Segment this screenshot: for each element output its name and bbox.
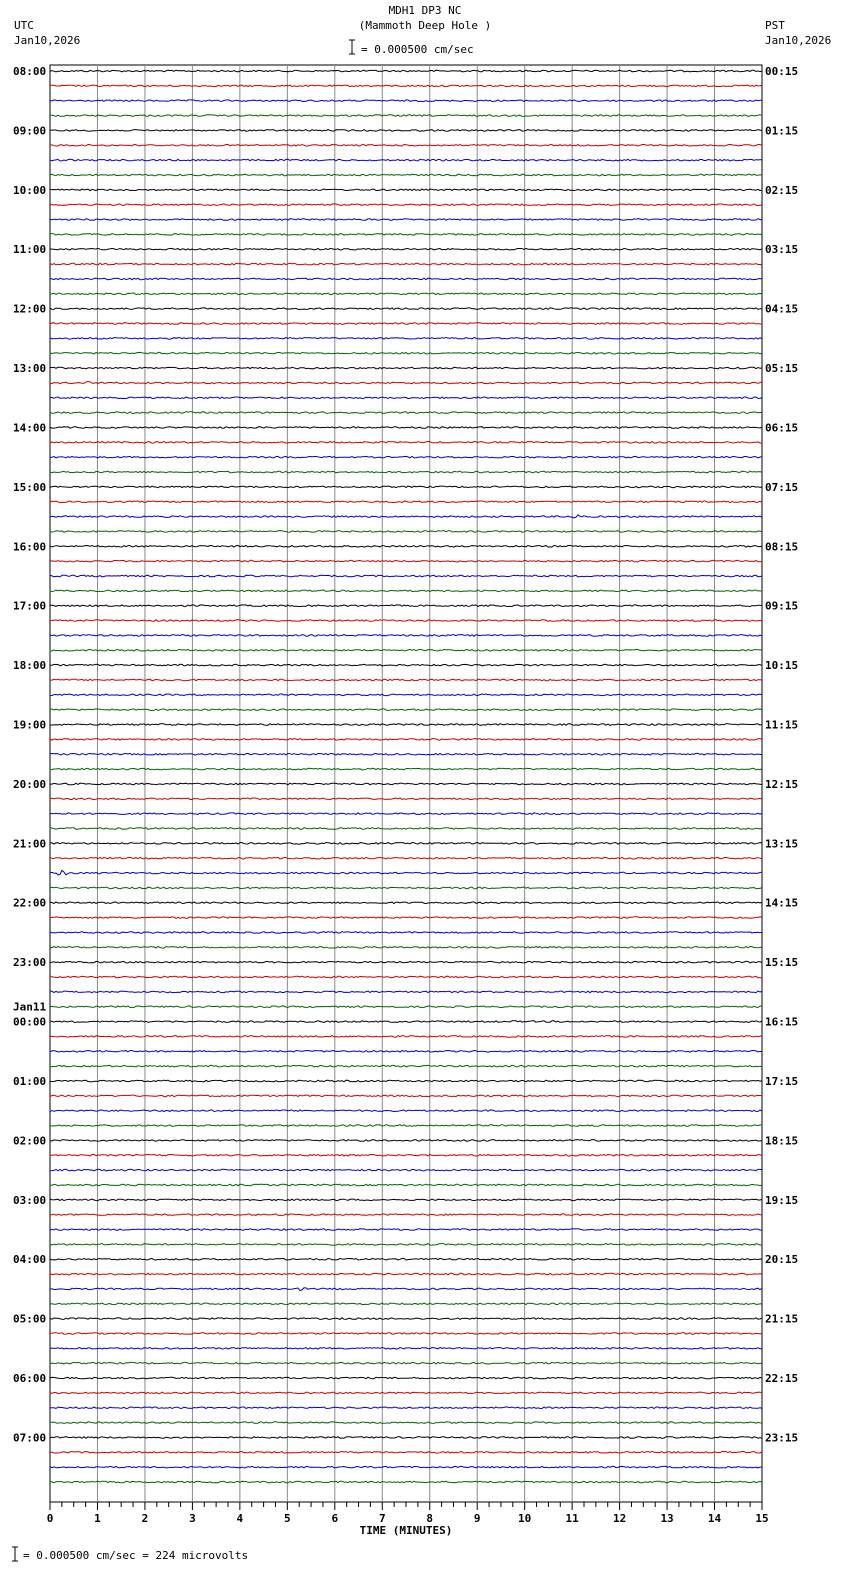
pst-hour-label: 22:15: [765, 1372, 799, 1386]
pst-hour-label: 13:15: [765, 837, 799, 851]
x-tick-label: 0: [46, 1512, 54, 1525]
trace-line-85: [50, 1333, 762, 1335]
trace-line-22: [50, 397, 762, 399]
pst-hour-label: 06:15: [765, 421, 799, 435]
pst-hour-label: 04:15: [765, 302, 799, 316]
trace-line-24: [50, 427, 762, 429]
trace-line-28: [50, 486, 762, 488]
trace-line-5: [50, 145, 762, 147]
trace-line-79: [50, 1244, 762, 1246]
pst-hour-label: 11:15: [765, 718, 799, 732]
pst-hour-label: 05:15: [765, 362, 799, 376]
utc-hour-label: 21:00: [13, 837, 47, 851]
trace-line-7: [50, 174, 762, 176]
trace-line-16: [50, 308, 762, 310]
trace-line-26: [50, 456, 762, 458]
pst-hour-label: 01:15: [765, 124, 799, 138]
trace-line-74: [50, 1169, 762, 1171]
utc-hour-label: 12:00: [13, 302, 47, 316]
pst-hour-label: 14:15: [765, 896, 799, 910]
trace-line-10: [50, 219, 762, 221]
trace-line-67: [50, 1065, 762, 1067]
utc-hour-label: 08:00: [13, 65, 47, 78]
x-tick-label: 9: [473, 1512, 481, 1525]
utc-hour-label: 03:00: [13, 1193, 47, 1207]
pst-hour-label: 21:15: [765, 1312, 799, 1326]
trace-line-58: [50, 932, 762, 934]
trace-line-62: [50, 991, 762, 993]
utc-hour-label: 05:00: [13, 1312, 47, 1326]
trace-line-34: [50, 575, 762, 577]
x-tick-label: 4: [236, 1512, 244, 1525]
trace-line-17: [50, 323, 762, 325]
trace-line-8: [50, 189, 762, 191]
trace-line-42: [50, 694, 762, 696]
trace-line-29: [50, 501, 762, 503]
pst-hour-label: 10:15: [765, 659, 799, 673]
trace-line-51: [50, 828, 762, 830]
left-timezone: UTC: [14, 19, 34, 32]
trace-line-31: [50, 531, 762, 533]
x-tick-label: 14: [707, 1512, 722, 1525]
utc-hour-label: 23:00: [13, 956, 47, 970]
utc-hour-label: 14:00: [13, 421, 47, 435]
trace-line-0: [50, 70, 762, 72]
trace-line-91: [50, 1422, 762, 1424]
trace-line-54: [50, 870, 762, 875]
footer-scale-text: = 0.000500 cm/sec = 224 microvolts: [23, 1549, 249, 1562]
trace-line-25: [50, 442, 762, 444]
trace-line-12: [50, 248, 762, 250]
trace-line-20: [50, 367, 762, 369]
utc-hour-label: 04:00: [13, 1253, 47, 1267]
pst-hour-label: 03:15: [765, 243, 799, 257]
trace-line-89: [50, 1392, 762, 1394]
x-tick-label: 11: [565, 1512, 579, 1525]
x-tick-label: 3: [189, 1512, 196, 1525]
trace-line-33: [50, 560, 762, 562]
pst-hour-label: 18:15: [765, 1134, 799, 1148]
trace-line-50: [50, 813, 762, 815]
utc-hour-label: 01:00: [13, 1074, 47, 1088]
trace-line-1: [50, 85, 762, 87]
trace-line-37: [50, 620, 762, 622]
trace-line-60: [50, 961, 762, 963]
utc-hour-label: 09:00: [13, 124, 47, 138]
trace-line-47: [50, 768, 762, 770]
x-tick-label: 12: [612, 1512, 627, 1525]
trace-line-94: [50, 1466, 762, 1468]
trace-line-45: [50, 739, 762, 741]
trace-line-35: [50, 590, 762, 592]
trace-line-46: [50, 753, 762, 755]
x-tick-label: 15: [755, 1512, 769, 1525]
trace-line-78: [50, 1229, 762, 1231]
pst-hour-label: 19:15: [765, 1193, 799, 1207]
trace-line-21: [50, 382, 762, 384]
trace-line-95: [50, 1481, 762, 1483]
trace-line-6: [50, 159, 762, 161]
scale-bar-text: = 0.000500 cm/sec: [361, 43, 474, 56]
trace-line-52: [50, 843, 762, 845]
x-tick-label: 10: [518, 1512, 532, 1525]
x-tick-label: 6: [331, 1512, 339, 1525]
trace-line-56: [50, 902, 762, 904]
trace-line-39: [50, 650, 762, 652]
pst-hour-label: 09:15: [765, 599, 799, 613]
pst-hour-label: 07:15: [765, 480, 799, 494]
pst-hour-label: 08:15: [765, 540, 799, 554]
trace-line-27: [50, 471, 762, 473]
pst-hour-label: 20:15: [765, 1253, 799, 1267]
x-tick-label: 7: [378, 1512, 386, 1525]
trace-line-15: [50, 293, 762, 295]
trace-line-93: [50, 1452, 762, 1454]
trace-line-86: [50, 1348, 762, 1350]
trace-line-84: [50, 1318, 762, 1320]
trace-line-19: [50, 352, 762, 354]
trace-line-75: [50, 1184, 762, 1186]
site-title: (Mammoth Deep Hole ): [358, 19, 492, 32]
date-change-label: Jan11: [13, 1000, 47, 1014]
utc-hour-label: 19:00: [13, 718, 47, 732]
right-timezone: PST: [765, 19, 785, 32]
trace-line-66: [50, 1051, 762, 1053]
utc-hour-label: 18:00: [13, 659, 47, 673]
trace-line-77: [50, 1214, 762, 1216]
pst-hour-label: 17:15: [765, 1074, 799, 1088]
trace-line-55: [50, 887, 762, 889]
utc-hour-label: 20:00: [13, 777, 47, 791]
trace-line-90: [50, 1407, 762, 1409]
trace-line-23: [50, 412, 762, 414]
right-date: Jan10,2026: [765, 34, 832, 47]
utc-hour-label: 00:00: [13, 1015, 47, 1029]
utc-hour-label: 15:00: [13, 480, 47, 494]
x-tick-label: 5: [284, 1512, 291, 1525]
trace-line-80: [50, 1258, 762, 1260]
trace-line-53: [50, 857, 762, 859]
pst-hour-label: 02:15: [765, 183, 799, 197]
trace-line-83: [50, 1303, 762, 1305]
trace-line-63: [50, 1006, 762, 1008]
trace-line-11: [50, 234, 762, 236]
utc-hour-label: 17:00: [13, 599, 47, 613]
trace-line-70: [50, 1110, 762, 1112]
trace-line-14: [50, 278, 762, 280]
utc-hour-label: 02:00: [13, 1134, 47, 1148]
trace-line-36: [50, 605, 762, 607]
trace-line-87: [50, 1362, 762, 1364]
trace-line-72: [50, 1140, 762, 1142]
x-tick-label: 13: [660, 1512, 674, 1525]
trace-line-81: [50, 1273, 762, 1275]
pst-hour-label: 23:15: [765, 1431, 799, 1445]
pst-hour-label: 00:15: [765, 65, 799, 78]
trace-line-30: [50, 515, 762, 518]
trace-line-61: [50, 976, 762, 978]
utc-hour-label: 06:00: [13, 1372, 47, 1386]
trace-line-71: [50, 1125, 762, 1127]
trace-line-64: [50, 1021, 762, 1023]
trace-line-73: [50, 1154, 762, 1156]
pst-hour-label: 16:15: [765, 1015, 799, 1029]
trace-line-68: [50, 1080, 762, 1082]
trace-line-59: [50, 947, 762, 949]
left-date: Jan10,2026: [14, 34, 81, 47]
trace-line-49: [50, 798, 762, 800]
trace-line-32: [50, 546, 762, 548]
utc-hour-label: 16:00: [13, 540, 47, 554]
x-tick-label: 8: [426, 1512, 434, 1525]
utc-hour-label: 22:00: [13, 896, 47, 910]
trace-line-2: [50, 100, 762, 102]
trace-line-69: [50, 1095, 762, 1097]
x-tick-label: 2: [141, 1512, 149, 1525]
trace-line-18: [50, 338, 762, 340]
trace-line-4: [50, 130, 762, 132]
trace-line-43: [50, 709, 762, 711]
trace-line-76: [50, 1199, 762, 1201]
utc-hour-label: 13:00: [13, 362, 47, 376]
trace-line-40: [50, 664, 762, 666]
pst-hour-label: 15:15: [765, 956, 799, 970]
trace-line-44: [50, 724, 762, 726]
trace-line-41: [50, 679, 762, 681]
trace-line-88: [50, 1377, 762, 1379]
trace-line-92: [50, 1437, 762, 1439]
utc-hour-label: 11:00: [13, 243, 47, 257]
station-title: MDH1 DP3 NC: [388, 4, 462, 17]
trace-line-9: [50, 204, 762, 206]
x-tick-label: 1: [94, 1512, 101, 1525]
trace-line-3: [50, 115, 762, 117]
trace-line-38: [50, 635, 762, 637]
utc-hour-label: 07:00: [13, 1431, 47, 1445]
utc-hour-label: 10:00: [13, 183, 47, 197]
trace-line-48: [50, 783, 762, 785]
pst-hour-label: 12:15: [765, 777, 799, 791]
trace-line-65: [50, 1036, 762, 1038]
trace-line-57: [50, 917, 762, 919]
x-axis-label: TIME (MINUTES): [359, 1524, 453, 1537]
trace-line-13: [50, 263, 762, 265]
trace-line-82: [50, 1288, 762, 1291]
